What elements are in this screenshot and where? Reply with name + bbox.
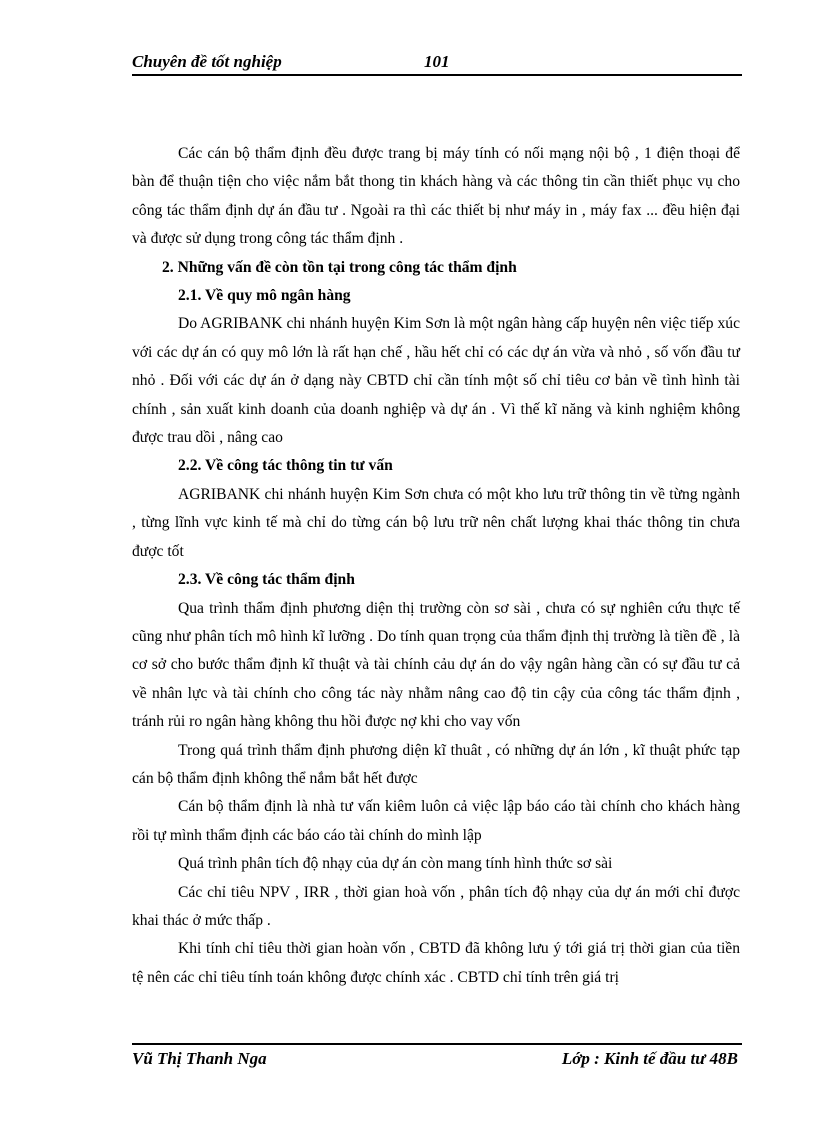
paragraph-information: AGRIBANK chi nhánh huyện Kim Sơn chưa có một kho lưu trữ thông tin về từng ngành , từng lĩnh vực kinh tế mà chỉ do từng cán bộ lưu trữ nên chất lượng khai thác thông tin chưa được tốt <box>132 485 740 560</box>
paragraph-indicators: Các chỉ tiêu NPV , IRR , thời gian hoà vốn , phân tích độ nhạy của dự án mới chỉ được khai thác ở mức thấp . <box>132 883 740 929</box>
subsection-heading-2-3: 2.3. Về công tác thẩm định <box>178 571 355 589</box>
paragraph-market-appraisal: Qua trình thẩm định phương diện thị trường còn sơ sài , chưa có sự nghiên cứu thực tế cũng như phân tích mô hình kĩ lưỡng . Do tính quan trọng của thẩm định thị trường là tiền đề , là cơ sở cho bước thẩm định kĩ thuật và tài chính cảu dự án do vậy ngân hàng cần có sự đầu tư cả về nhân lực và tài chính cho công tác này nhằm nâng cao độ tin cậy của công tác thẩm định , tránh rủi ro ngân hàng không thu hồi được nợ khi cho vay vốn <box>132 599 740 731</box>
page-body <box>132 140 740 992</box>
paragraph-bank-scale: Do AGRIBANK chi nhánh huyện Kim Sơn là một ngân hàng cấp huyện nên việc tiếp xúc với các dự án có quy mô lớn là rất hạn chế , hầu hết chỉ có các dự án vừa và nhỏ , số vốn đầu tư nhỏ . Đối với các dự án ở dạng này CBTD chỉ cần tính một số chỉ tiêu cơ bản về tình hình tài chính , sản xuất kinh doanh của doanh nghiệp và dự án . Vì thế kĩ năng và kinh nghiệm không được trau dồi , nâng cao <box>132 315 740 447</box>
subsection-heading-2-1: 2.1. Về quy mô ngân hàng <box>178 287 351 305</box>
header-rule <box>132 74 742 76</box>
paragraph-technical-appraisal: Trong quá trình thẩm định phương diện kĩ thuât , có những dự án lớn , kĩ thuật phức tạp cán bộ thẩm định không thể nắm bắt hết được <box>132 741 740 787</box>
subsection-heading-2-2: 2.2. Về công tác thông tin tư vấn <box>178 457 393 475</box>
paragraph-equipment: Các cán bộ thẩm định đều được trang bị máy tính có nối mạng nội bộ , 1 điện thoại để bàn để thuận tiện cho việc nắm bắt thong tin khách hàng và các thông tin cần thiết phục vụ cho công tác thẩm định dự án đầu tư . Ngoài ra thì các thiết bị như máy in , máy fax ... đều hiện đại và được sử dụng trong công tác thẩm định . <box>132 145 740 248</box>
section-heading-2: 2. Những vấn đề còn tồn tại trong công tác thẩm định <box>162 258 517 276</box>
page-footer <box>132 1049 742 1071</box>
paragraph-payback: Khi tính chỉ tiêu thời gian hoàn vốn , CBTD đã không lưu ý tới giá trị thời gian của tiền tệ nên các chỉ tiêu tính toán không được chính xác . CBTD chỉ tính trên giá trị <box>132 940 740 986</box>
document-title: Chuyên đề tốt nghiệp <box>132 52 282 71</box>
page-number: 101 <box>424 52 450 71</box>
class-name: Lớp : Kinh tế đầu tư 48B <box>561 1049 738 1068</box>
author-name: Vũ Thị Thanh Nga <box>132 1049 267 1068</box>
footer-rule <box>132 1043 742 1045</box>
paragraph-financial-reports: Cán bộ thẩm định là nhà tư vấn kiêm luôn cả việc lập báo cáo tài chính cho khách hàng rồi tự mình thẩm định các báo cáo tài chính do mình lập <box>132 798 740 844</box>
page-header <box>132 52 742 74</box>
paragraph-sensitivity: Quá trình phân tích độ nhạy của dự án còn mang tính hình thức sơ sài <box>178 855 613 873</box>
